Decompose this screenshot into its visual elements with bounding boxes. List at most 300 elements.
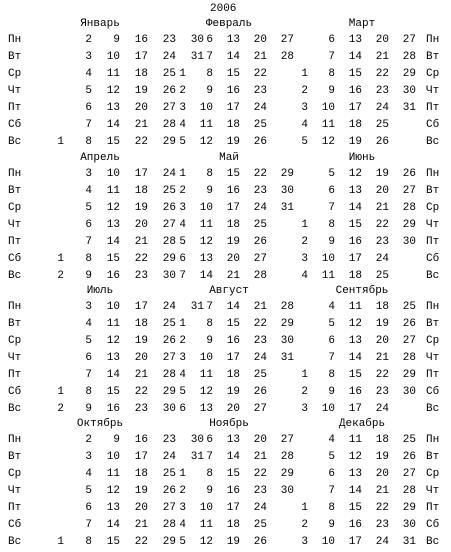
weekday-label-left: Пн: [8, 301, 22, 313]
day-number: 10: [106, 168, 120, 180]
day-number: 14: [348, 485, 362, 497]
weekday-label-right: Пт: [426, 369, 440, 381]
day-number: 1: [57, 536, 64, 548]
day-number: 29: [162, 536, 176, 548]
day-number: 13: [348, 185, 362, 197]
day-number: 22: [134, 536, 148, 548]
day-number: 8: [328, 68, 335, 80]
day-number: 3: [301, 403, 308, 415]
day-number: 7: [85, 519, 92, 531]
weekday-label-right: Пт: [426, 102, 440, 114]
day-number: 29: [280, 168, 294, 180]
weekday-label-left: Ср: [8, 335, 22, 347]
day-number: 23: [253, 185, 267, 197]
day-number: 13: [348, 34, 362, 46]
day-number: 10: [199, 352, 213, 364]
day-number: 12: [348, 168, 362, 180]
weekday-label-left: Чт: [8, 485, 22, 497]
day-number: 13: [106, 502, 120, 514]
day-number: 17: [348, 403, 362, 415]
day-number: 7: [85, 369, 92, 381]
day-number: 23: [134, 403, 148, 415]
weekday-label-right: Чт: [426, 352, 440, 364]
day-number: 19: [375, 451, 389, 463]
day-number: 16: [348, 386, 362, 398]
day-number: 24: [162, 168, 176, 180]
day-number: 27: [162, 219, 176, 231]
day-number: 20: [134, 352, 148, 364]
day-number: 22: [253, 68, 267, 80]
day-number: 20: [226, 253, 240, 265]
day-number: 25: [253, 519, 267, 531]
day-number: 28: [280, 51, 294, 63]
weekday-label-right: Сб: [426, 386, 440, 398]
day-number: 2: [85, 34, 92, 46]
day-number: 23: [253, 85, 267, 97]
weekday-label-left: Ср: [8, 68, 22, 80]
day-number: 18: [226, 119, 240, 131]
day-number: 13: [199, 253, 213, 265]
weekday-label-right: Сб: [426, 253, 440, 265]
day-number: 1: [57, 253, 64, 265]
day-number: 1: [179, 468, 186, 480]
day-number: 7: [206, 451, 213, 463]
day-number: 9: [113, 34, 120, 46]
day-number: 29: [402, 219, 416, 231]
day-number: 29: [162, 253, 176, 265]
day-number: 28: [280, 301, 294, 313]
day-number: 30: [402, 386, 416, 398]
day-number: 4: [328, 434, 335, 446]
day-number: 16: [348, 519, 362, 531]
day-number: 27: [402, 185, 416, 197]
weekday-label-left: Ср: [8, 468, 22, 480]
day-number: 13: [348, 468, 362, 480]
day-number: 31: [190, 451, 204, 463]
day-number: 19: [134, 202, 148, 214]
day-number: 24: [162, 51, 176, 63]
day-number: 14: [226, 301, 240, 313]
day-number: 8: [85, 136, 92, 148]
weekday-label-right: Ср: [426, 335, 440, 347]
day-number: 7: [328, 202, 335, 214]
weekday-label-right: Пн: [426, 301, 440, 313]
day-number: 10: [106, 301, 120, 313]
day-number: 25: [162, 318, 176, 330]
day-number: 24: [375, 102, 389, 114]
weekday-label-left: Вс: [8, 136, 22, 148]
day-number: 12: [321, 136, 335, 148]
day-number: 6: [85, 102, 92, 114]
day-number: 4: [85, 185, 92, 197]
weekday-label-left: Вт: [8, 51, 22, 63]
weekday-label-right: Чт: [426, 85, 440, 97]
day-number: 22: [134, 136, 148, 148]
weekday-label-right: Вт: [426, 185, 440, 197]
day-number: 5: [328, 451, 335, 463]
day-number: 29: [402, 68, 416, 80]
day-number: 21: [375, 51, 389, 63]
day-number: 14: [106, 369, 120, 381]
day-number: 12: [348, 451, 362, 463]
day-number: 14: [226, 451, 240, 463]
day-number: 14: [348, 352, 362, 364]
day-number: 26: [253, 136, 267, 148]
day-number: 27: [280, 34, 294, 46]
year-title: 2006: [210, 3, 237, 15]
day-number: 22: [375, 219, 389, 231]
weekday-label-right: Пн: [426, 168, 440, 180]
weekday-label-left: Пт: [8, 236, 22, 248]
day-number: 2: [301, 236, 308, 248]
day-number: 30: [402, 519, 416, 531]
day-number: 9: [206, 335, 213, 347]
day-number: 23: [375, 236, 389, 248]
day-number: 27: [162, 102, 176, 114]
day-number: 3: [301, 253, 308, 265]
weekday-label-left: Пт: [8, 369, 22, 381]
weekday-label-left: Вт: [8, 185, 22, 197]
day-number: 4: [179, 119, 186, 131]
day-number: 8: [206, 68, 213, 80]
day-number: 19: [375, 318, 389, 330]
day-number: 10: [199, 202, 213, 214]
day-number: 8: [206, 468, 213, 480]
day-number: 19: [134, 485, 148, 497]
day-number: 1: [301, 219, 308, 231]
month-name: Апрель: [80, 152, 120, 164]
day-number: 28: [162, 236, 176, 248]
day-number: 2: [57, 403, 64, 415]
weekday-label-right: Ср: [426, 68, 440, 80]
day-number: 6: [328, 185, 335, 197]
day-number: 28: [253, 270, 267, 282]
weekday-label-right: Сб: [426, 519, 440, 531]
day-number: 6: [85, 352, 92, 364]
day-number: 19: [134, 85, 148, 97]
day-number: 30: [162, 403, 176, 415]
day-number: 7: [328, 352, 335, 364]
day-number: 9: [85, 403, 92, 415]
day-number: 23: [134, 270, 148, 282]
day-number: 19: [375, 168, 389, 180]
day-number: 25: [375, 119, 389, 131]
day-number: 1: [179, 68, 186, 80]
day-number: 7: [179, 270, 186, 282]
weekday-label-right: Вс: [426, 136, 440, 148]
day-number: 26: [402, 451, 416, 463]
month-name: Сентябрь: [335, 285, 389, 297]
day-number: 31: [190, 301, 204, 313]
day-number: 3: [179, 352, 186, 364]
day-number: 20: [134, 102, 148, 114]
day-number: 17: [226, 102, 240, 114]
day-number: 25: [253, 219, 267, 231]
day-number: 1: [301, 369, 308, 381]
day-number: 15: [348, 219, 362, 231]
day-number: 21: [134, 369, 148, 381]
day-number: 1: [301, 502, 308, 514]
day-number: 6: [179, 403, 186, 415]
month-name: Март: [348, 18, 376, 30]
day-number: 7: [85, 119, 92, 131]
day-number: 4: [179, 369, 186, 381]
day-number: 10: [106, 51, 120, 63]
weekday-label-right: Сб: [426, 119, 440, 131]
day-number: 16: [134, 34, 148, 46]
day-number: 9: [113, 434, 120, 446]
day-number: 25: [402, 301, 416, 313]
day-number: 17: [134, 451, 148, 463]
day-number: 11: [199, 119, 213, 131]
day-number: 9: [85, 270, 92, 282]
day-number: 22: [253, 168, 267, 180]
day-number: 8: [206, 318, 213, 330]
day-number: 19: [226, 136, 240, 148]
day-number: 17: [226, 502, 240, 514]
day-number: 17: [134, 301, 148, 313]
weekday-label-right: Пн: [426, 434, 440, 446]
day-number: 12: [199, 236, 213, 248]
month-name: Октябрь: [76, 418, 124, 430]
weekday-label-left: Вс: [8, 270, 22, 282]
day-number: 23: [253, 485, 267, 497]
weekday-label-left: Сб: [8, 253, 22, 265]
day-number: 23: [375, 386, 389, 398]
weekday-label-left: Пт: [8, 502, 22, 514]
day-number: 31: [402, 536, 416, 548]
weekday-label-right: Вт: [426, 51, 440, 63]
day-number: 15: [106, 536, 120, 548]
day-number: 19: [226, 536, 240, 548]
day-number: 2: [85, 434, 92, 446]
day-number: 14: [348, 202, 362, 214]
day-number: 22: [253, 468, 267, 480]
day-number: 21: [253, 51, 267, 63]
day-number: 22: [375, 502, 389, 514]
day-number: 12: [199, 136, 213, 148]
day-number: 5: [85, 85, 92, 97]
day-number: 26: [402, 168, 416, 180]
day-number: 26: [162, 85, 176, 97]
day-number: 15: [106, 136, 120, 148]
day-number: 15: [226, 468, 240, 480]
day-number: 30: [190, 34, 204, 46]
day-number: 3: [301, 102, 308, 114]
day-number: 15: [348, 68, 362, 80]
day-number: 12: [199, 386, 213, 398]
day-number: 18: [348, 270, 362, 282]
day-number: 26: [253, 236, 267, 248]
day-number: 20: [375, 335, 389, 347]
day-number: 5: [328, 168, 335, 180]
day-number: 2: [179, 85, 186, 97]
day-number: 16: [348, 85, 362, 97]
day-number: 26: [162, 335, 176, 347]
day-number: 6: [206, 34, 213, 46]
day-number: 21: [134, 119, 148, 131]
day-number: 23: [375, 519, 389, 531]
day-number: 25: [375, 270, 389, 282]
day-number: 31: [280, 352, 294, 364]
weekday-label-right: Вс: [426, 536, 440, 548]
day-number: 6: [328, 335, 335, 347]
day-number: 29: [402, 502, 416, 514]
day-number: 13: [199, 403, 213, 415]
day-number: 5: [301, 136, 308, 148]
day-number: 26: [402, 318, 416, 330]
day-number: 6: [85, 502, 92, 514]
day-number: 27: [402, 468, 416, 480]
day-number: 25: [162, 185, 176, 197]
day-number: 18: [226, 369, 240, 381]
day-number: 3: [85, 51, 92, 63]
day-number: 13: [106, 219, 120, 231]
weekday-label-right: Чт: [426, 219, 440, 231]
day-number: 19: [134, 335, 148, 347]
day-number: 20: [134, 502, 148, 514]
day-number: 26: [253, 536, 267, 548]
day-number: 1: [179, 318, 186, 330]
day-number: 16: [106, 270, 120, 282]
day-number: 22: [134, 386, 148, 398]
day-number: 27: [402, 335, 416, 347]
day-number: 5: [179, 536, 186, 548]
day-number: 23: [162, 434, 176, 446]
weekday-label-right: Вс: [426, 403, 440, 415]
day-number: 4: [301, 270, 308, 282]
day-number: 4: [85, 318, 92, 330]
day-number: 11: [199, 219, 213, 231]
day-number: 11: [348, 301, 362, 313]
day-number: 28: [402, 51, 416, 63]
weekday-label-left: Вс: [8, 536, 22, 548]
day-number: 24: [253, 502, 267, 514]
day-number: 20: [375, 468, 389, 480]
day-number: 18: [134, 185, 148, 197]
day-number: 28: [162, 519, 176, 531]
weekday-label-left: Сб: [8, 386, 22, 398]
day-number: 15: [226, 318, 240, 330]
day-number: 8: [85, 386, 92, 398]
day-number: 24: [162, 451, 176, 463]
weekday-label-right: Вт: [426, 318, 440, 330]
day-number: 8: [85, 253, 92, 265]
day-number: 15: [226, 168, 240, 180]
day-number: 19: [226, 386, 240, 398]
day-number: 20: [226, 403, 240, 415]
day-number: 22: [375, 68, 389, 80]
day-number: 19: [348, 136, 362, 148]
day-number: 20: [253, 434, 267, 446]
day-number: 7: [206, 51, 213, 63]
weekday-label-left: Сб: [8, 119, 22, 131]
day-number: 1: [179, 168, 186, 180]
day-number: 21: [375, 202, 389, 214]
weekday-label-right: Ср: [426, 202, 440, 214]
weekday-label-right: Вт: [426, 451, 440, 463]
day-number: 5: [179, 386, 186, 398]
day-number: 11: [321, 270, 335, 282]
month-name: Май: [219, 152, 239, 164]
day-number: 27: [280, 434, 294, 446]
day-number: 12: [106, 485, 120, 497]
day-number: 28: [402, 202, 416, 214]
day-number: 27: [253, 403, 267, 415]
day-number: 13: [348, 335, 362, 347]
day-number: 3: [179, 102, 186, 114]
day-number: 14: [106, 519, 120, 531]
day-number: 30: [162, 270, 176, 282]
day-number: 31: [190, 51, 204, 63]
day-number: 28: [402, 352, 416, 364]
day-number: 11: [199, 369, 213, 381]
day-number: 4: [179, 519, 186, 531]
day-number: 5: [85, 335, 92, 347]
day-number: 2: [179, 485, 186, 497]
day-number: 12: [106, 335, 120, 347]
day-number: 21: [375, 352, 389, 364]
day-number: 21: [226, 270, 240, 282]
day-number: 22: [134, 253, 148, 265]
day-number: 10: [321, 403, 335, 415]
weekday-label-right: Ср: [426, 468, 440, 480]
day-number: 13: [106, 102, 120, 114]
day-number: 24: [375, 403, 389, 415]
day-number: 11: [106, 318, 120, 330]
day-number: 14: [106, 119, 120, 131]
day-number: 10: [106, 451, 120, 463]
day-number: 11: [348, 434, 362, 446]
weekday-label-left: Пт: [8, 102, 22, 114]
day-number: 18: [348, 119, 362, 131]
day-number: 27: [162, 502, 176, 514]
day-number: 10: [321, 253, 335, 265]
day-number: 28: [162, 119, 176, 131]
month-name: Июнь: [348, 152, 376, 164]
day-number: 1: [57, 386, 64, 398]
day-number: 17: [348, 102, 362, 114]
day-number: 8: [328, 219, 335, 231]
weekday-label-left: Чт: [8, 85, 22, 97]
weekday-label-right: Вс: [426, 270, 440, 282]
day-number: 16: [226, 85, 240, 97]
day-number: 8: [206, 168, 213, 180]
day-number: 9: [328, 236, 335, 248]
day-number: 11: [321, 119, 335, 131]
day-number: 22: [253, 318, 267, 330]
day-number: 24: [375, 536, 389, 548]
weekday-label-left: Сб: [8, 519, 22, 531]
day-number: 13: [226, 34, 240, 46]
day-number: 11: [199, 519, 213, 531]
day-number: 5: [179, 136, 186, 148]
day-number: 17: [134, 51, 148, 63]
day-number: 21: [134, 519, 148, 531]
day-number: 29: [162, 386, 176, 398]
day-number: 2: [57, 270, 64, 282]
day-number: 15: [348, 369, 362, 381]
day-number: 16: [134, 434, 148, 446]
month-name: Ноябрь: [209, 418, 249, 430]
day-number: 2: [179, 185, 186, 197]
day-number: 12: [106, 202, 120, 214]
day-number: 20: [134, 219, 148, 231]
day-number: 21: [253, 451, 267, 463]
day-number: 10: [199, 502, 213, 514]
day-number: 29: [280, 318, 294, 330]
day-number: 16: [106, 403, 120, 415]
